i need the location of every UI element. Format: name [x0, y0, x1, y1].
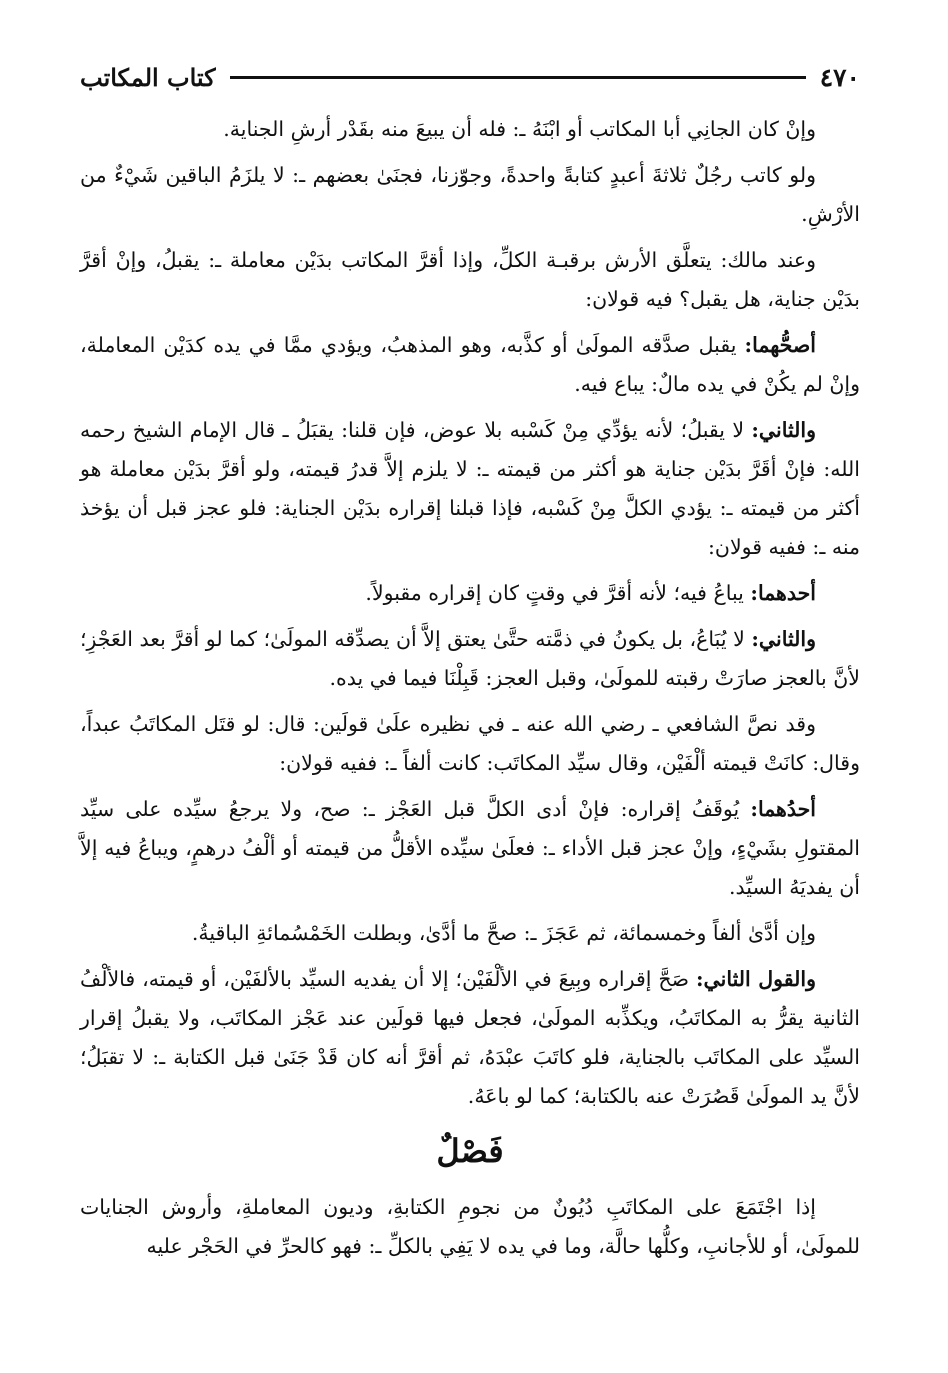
paragraph-lead: أحدهما:: [750, 581, 816, 605]
paragraph: [80, 1188, 860, 1266]
page-header: [80, 58, 860, 96]
book-page: [80, 58, 860, 1273]
paragraph-text: يُوقَفُ إقراره: فإنْ أدى الكلَّ قبل العَجْز ـ: صح، ولا يرجعُ سيِّده على سيِّد المقتولِ بشَيْءٍ، وإنْ عجز قبل الأداء ـ: فعلَىٰ سيِّده الأقلُّ من قيمته أو ألْفُ درهمٍ، ويباعُ فيه إلاَّ أن يفديَهُ السيِّد.: [80, 797, 860, 899]
paragraph-text: صَحَّ إقراره وبِيعَ في الألْفَيْن؛ إلا أن يفديه السيِّد بالألفَيْن، أو قيمته، فالألْفُ الثانية يقرُّ به المكاتَبُ، ويكذِّبه المولَىٰ، فجعل فيها قولَين عند عَجْز المكاتَب، ولا يقبلُ إقرار السيِّد على المكاتَب بالجناية، فلو كاتَبَ عبْدَهُ، ثم أقرَّ أنه كان قَدْ جَنَىٰ قبل الكتابة ـ: لا تقبَلُ؛ لأنَّ يد المولَىٰ قَصُرَتْ عنه بالكتابة؛ كما لو باعَهُ.: [80, 967, 860, 1108]
paragraph: [80, 110, 860, 149]
paragraph: [80, 705, 860, 783]
paragraph-lead: والثاني:: [751, 627, 816, 651]
paragraph-text: لا يقبلُ؛ لأنه يؤدِّي مِنْ كَسْبه بلا عوض، فإن قلنا: يقبَلُ ـ قال الإمام الشيخ رحمه الله: فإنْ أقَرَّ بدَيْن جناية هو أكثر من قيمته ـ: لا يلزم إلاَّ قدرُ قيمته، ولو أقرَّ بدَيْن معاملة هو أكثر من قيمته ـ: يؤدي الكلَّ مِنْ كَسْبه، فإذا قبلنا إقراره بدَيْن الجناية: فلو عجز قبل أن يؤخذ منه ـ: ففيه قولان:: [80, 418, 860, 559]
paragraph-lead: والثاني:: [751, 418, 816, 442]
paragraph-text: لا يُبَاعُ، بل يكونُ في ذمَّته حتَّىٰ يعتق إلاَّ أن يصدِّقه المولَىٰ؛ كما لو أقرَّ بعد العَجْزِ؛ لأنَّ بالعجز صارَتْ رقبته للمولَىٰ، وقبل العجز: قَبِلْنَا فيما في يده.: [80, 627, 860, 690]
paragraph: [80, 914, 860, 953]
paragraph-lead: أحدُهما:: [750, 797, 816, 821]
paragraph-text: وإن أدَّىٰ ألفاً وخمسمائة، ثم عَجَزَ ـ: صحَّ ما أدَّىٰ، وبطلت الخَمْسُمائةِ الباقيةُ.: [191, 921, 816, 945]
paragraph: [80, 960, 860, 1116]
paragraph-lead: أصحُّهما:: [744, 333, 816, 357]
paragraph-text: وإنْ كان الجانِي أبا المكاتب أو ابْنَهُ ـ: فله أن يبيعَ منه بقَدْر أرشِ الجناية.: [223, 117, 816, 141]
paragraph-text: ولو كاتب رجُلٌ ثلاثةَ أعبدٍ كتابةً واحدةً، وجوّزنا، فجنَىٰ بعضهم ـ: لا يلزَمُ الباقين شَيْءٌ من الأرْشِ.: [80, 163, 860, 226]
paragraph-text: وعند مالك: يتعلَّق الأرش برقبـة الكلِّ، وإذا أقرَّ المكاتب بدَيْن معاملة ـ: يقبلُ، وإنْ أقرَّ بدَيْن جناية، هل يقبل؟ فيه قولان:: [80, 248, 860, 311]
paragraph-text: يقبل صدَّقه المولَىٰ أو كذَّبه، وهو المذهبُ، ويؤدي ممَّا في يده كدَيْن المعاملة، وإنْ لم يكُنْ في يده مالٌ: يباع فيه.: [80, 333, 860, 396]
running-title: كتاب المكاتب: [80, 62, 216, 92]
section-heading: فَصْلٌ: [436, 1132, 504, 1170]
page-number: ٤٧٠: [819, 62, 860, 92]
paragraph: [80, 326, 860, 404]
paragraph: [80, 620, 860, 698]
paragraph-text: يباعُ فيه؛ لأنه أقرَّ في وقتٍ كان إقراره مقبولاً.: [365, 581, 751, 605]
header-rule: [230, 76, 806, 79]
page-body: [80, 110, 860, 1266]
paragraph-text: إذا اجْتَمَعَ على المكاتَبِ دُيُونٌ من نجومِ الكتابةِ، وديون المعاملةِ، وأروش الجنايات للمولَىٰ، أو للأجانبِ، وكلُّها حالَّة، وما في يده لا يَفِي بالكلِّ ـ: فهو كالحرِّ في الحَجْر عليه: [80, 1195, 860, 1258]
paragraph: [80, 574, 860, 613]
paragraph: [80, 156, 860, 234]
paragraph: [80, 411, 860, 567]
paragraph: [80, 241, 860, 319]
paragraph: [80, 790, 860, 907]
paragraph-lead: والقول الثاني:: [695, 967, 816, 991]
paragraph-text: وقد نصَّ الشافعي ـ رضي الله عنه ـ في نظيره علَىٰ قولَين: قال: لو قتَل المكاتَبُ عبداً، وقال: كانَتْ قيمته ألْفَيْن، وقال سيِّد المكاتَب: كانت ألفاً ـ: ففيه قولان:: [80, 712, 860, 775]
